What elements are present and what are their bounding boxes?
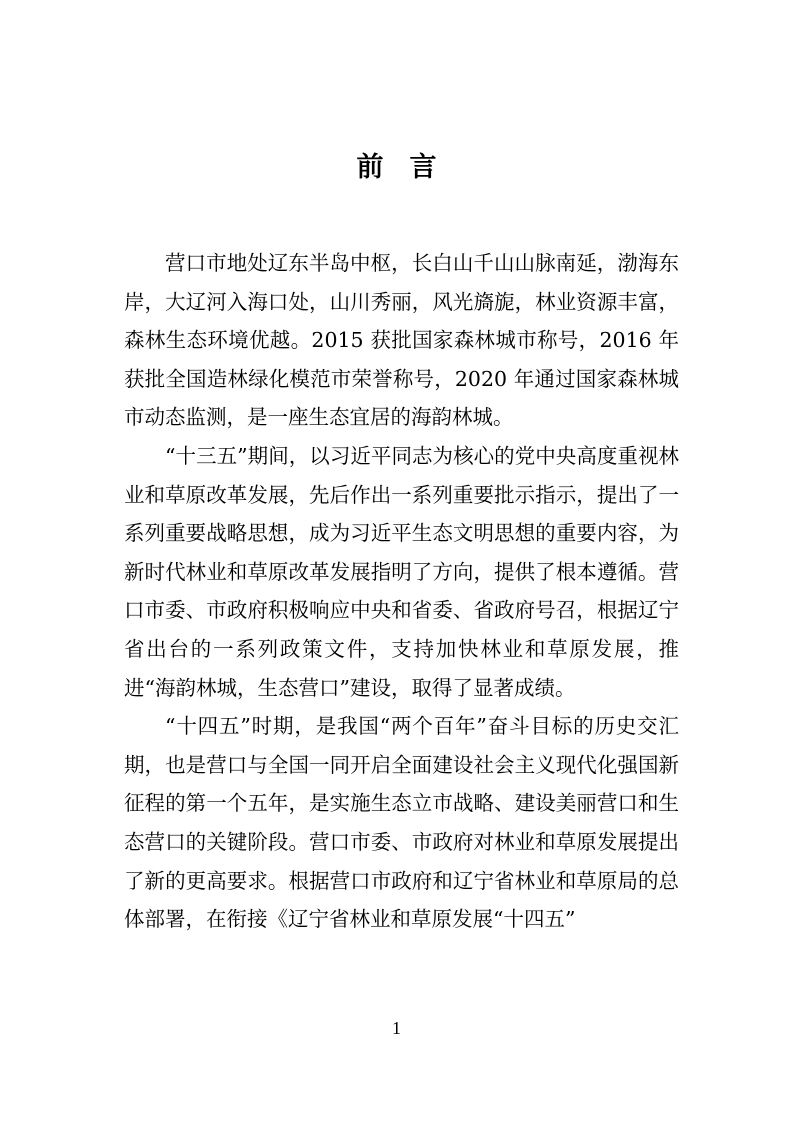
body-text — [124, 244, 679, 939]
page-title: 前言 — [356, 152, 463, 183]
paragraph-intro: 营口市地处辽东半岛中枢，长白山千山山脉南延，渤海东岸，大辽河入海口处，山川秀丽，风光旖旎，林业资源丰富，森林生态环境优越。2015 获批国家森林城市称号，2016 年获批全国造林绿化模范市荣誉称号，2020 年通过国家森林城市动态监测，是一座生态宜居的海韵林城。 — [124, 251, 679, 430]
paragraph-14th-five-year: “十四五”时期，是我国“两个百年”奋斗目标的历史交汇期，也是营口与全国一同开启全面建设社会主义现代化强国新征程的第一个五年，是实施生态立市战略、建设美丽营口和生态营口的关键阶段。营口市委、市政府对林业和草原发展提出了新的更高要求。根据营口市政府和辽宁省林业和草原局的总体部署，在衔接《辽宁省林业和草原发展“十四五” — [124, 714, 679, 932]
page-number: 1 — [392, 1018, 401, 1038]
paragraph-13th-five-year: “十三五”期间，以习近平同志为核心的党中央高度重视林业和草原改革发展，先后作出一系列重要批示指示，提出了一系列重要战略思想，成为习近平生态文明思想的重要内容，为新时代林业和草原改革发展指明了方向，提供了根本遵循。营口市委、市政府积极响应中央和省委、省政府号召，根据辽宁省出台的一系列政策文件，支持加快林业和草原发展，推进“海韵林城，生态营口”建设，取得了显著成绩。 — [124, 443, 679, 700]
